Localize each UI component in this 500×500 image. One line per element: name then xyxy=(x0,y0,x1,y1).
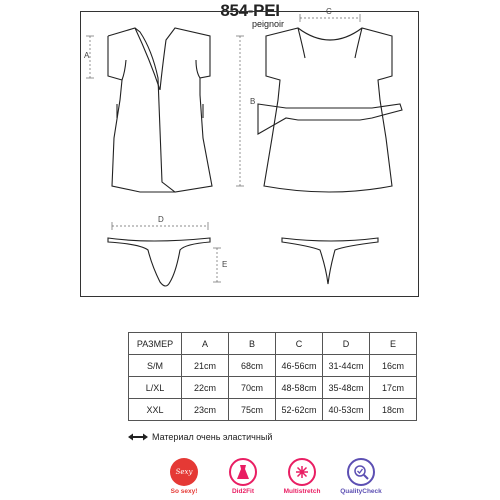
elastic-note-text: Материал очень эластичный xyxy=(152,432,273,442)
table-row xyxy=(129,377,417,399)
stretch-arrows-icon xyxy=(128,433,148,441)
table-header-row xyxy=(129,333,417,355)
dimension-b-label: B xyxy=(250,97,256,106)
table-cell: 40-53cm xyxy=(323,399,370,421)
table-cell: 48-58cm xyxy=(276,377,323,399)
table-cell: 46-56cm xyxy=(276,355,323,377)
table-cell: 18cm xyxy=(370,399,417,421)
table-cell: L/XL xyxy=(129,377,182,399)
peignoir-back-drawing xyxy=(258,28,402,192)
table-header: C xyxy=(276,333,323,355)
dimension-d-label: D xyxy=(158,215,164,224)
magnifier-check-icon xyxy=(347,458,375,486)
table-row xyxy=(129,355,417,377)
table-header: D xyxy=(323,333,370,355)
table-cell: 23cm xyxy=(182,399,229,421)
badge-multistretch xyxy=(278,458,326,495)
table-cell: 31-44cm xyxy=(323,355,370,377)
table-header: B xyxy=(229,333,276,355)
elastic-note xyxy=(128,432,272,442)
thong-front-drawing xyxy=(108,238,210,286)
thong-back-drawing xyxy=(282,238,378,284)
table-header: РАЗМЕР xyxy=(129,333,182,355)
badge-label: Multistretch xyxy=(283,488,321,495)
table-cell: 68cm xyxy=(229,355,276,377)
model-code: 854-PEI xyxy=(220,1,280,20)
model-subtitle: peignoir xyxy=(251,19,285,29)
table-header: E xyxy=(370,333,417,355)
badge-label: QualityCheck xyxy=(340,488,382,495)
table-cell: 75cm xyxy=(229,399,276,421)
badge-label: So sexy! xyxy=(170,488,198,495)
badge-label: Did2Fit xyxy=(231,488,255,495)
badge-so-sexy xyxy=(160,458,208,495)
size-table xyxy=(128,332,417,421)
table-cell: 35-48cm xyxy=(323,377,370,399)
dimension-e-label: E xyxy=(222,260,228,269)
table-cell: 70cm xyxy=(229,377,276,399)
table-cell: S/M xyxy=(129,355,182,377)
table-cell: XXL xyxy=(129,399,182,421)
lips-icon: Sexy xyxy=(170,458,198,486)
dress-icon xyxy=(229,458,257,486)
table-header: A xyxy=(182,333,229,355)
table-cell: 52-62cm xyxy=(276,399,323,421)
table-cell: 17cm xyxy=(370,377,417,399)
feature-badges xyxy=(160,458,385,495)
peignoir-front-drawing xyxy=(108,28,212,192)
badge-qualitycheck xyxy=(337,458,385,495)
badge-did2fit xyxy=(219,458,267,495)
stretch-icon xyxy=(288,458,316,486)
table-cell: 21cm xyxy=(182,355,229,377)
table-row xyxy=(129,399,417,421)
table-cell: 16cm xyxy=(370,355,417,377)
table-cell: 22cm xyxy=(182,377,229,399)
dimension-c-label: C xyxy=(326,7,332,16)
dimension-a-label: A xyxy=(84,51,90,60)
